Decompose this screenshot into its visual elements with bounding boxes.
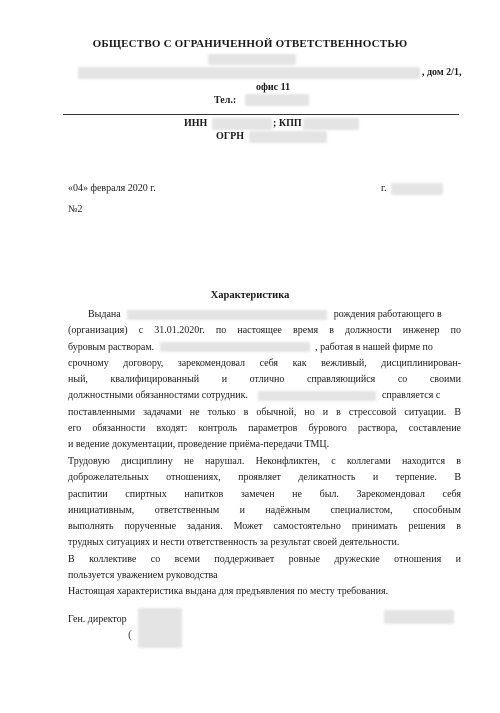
text-line: и ведение документации, проведение приёма-передачи ТМЦ. [68, 439, 330, 451]
paragraph-2 [68, 454, 461, 552]
text-line: его обязанности входят: контроль параметров бурового раствора, составление [68, 423, 461, 435]
text-fragment: должностными обязанностями сотрудник. [68, 390, 248, 402]
redacted-surname [160, 342, 310, 352]
text-line: доброжелательных отношениях, проявляет деликатность и терпение. В [68, 472, 461, 484]
redacted-city [391, 183, 443, 195]
text-line: В коллективе со всеми поддерживает ровные дружеские отношения и [68, 554, 461, 565]
redacted-surname [258, 391, 376, 401]
text-fragment: буровым растворам. [68, 341, 155, 353]
header-divider [63, 114, 459, 115]
text-line: Настоящая характеристика выдана для предъявления по месту требования. [68, 586, 389, 597]
redacted-signature [138, 608, 182, 648]
redacted-ogrn [249, 131, 327, 143]
signature-stroke-icon: ( [128, 627, 132, 641]
document-title: Характеристика [210, 290, 290, 301]
paragraph-4 [68, 584, 461, 600]
redacted-tel [245, 94, 309, 106]
text-line: срочному договору, зарекомендовал себя как вежливый, дисциплинирован- [68, 357, 461, 369]
kpp-label: ; КПП [273, 118, 302, 129]
document-number: №2 [68, 204, 83, 215]
tel-label: Тел.: [214, 95, 237, 106]
address-suffix: , дом 2/1, [422, 67, 462, 78]
text-line: распитии спиртных напитков замечен не был. Зарекомендовал себя [68, 488, 461, 500]
document-date: «04» февраля 2020 г. [68, 183, 156, 194]
text-line: Трудовую дисциплину не нарушал. Неконфликтен, с коллегами находится в [68, 456, 461, 467]
text-line: выполнять порученные задания. Может самостоятельно принимать решения в [68, 521, 461, 533]
redacted-employee-name [127, 310, 327, 320]
text-fragment: Выдана [88, 309, 121, 320]
text-line [68, 388, 461, 404]
text-line: трудных ситуациях и нести ответственность за результат своей деятельности. [68, 537, 400, 549]
paragraph-1 [68, 307, 461, 454]
redacted-org-name [208, 54, 296, 65]
city-prefix: г. [381, 183, 387, 194]
text-line [68, 307, 461, 323]
text-line: пользуется уважением руководства [68, 570, 218, 582]
paragraph-3 [68, 552, 461, 585]
redacted-inn [212, 118, 272, 130]
text-fragment: , работая в нашей фирме по [315, 341, 433, 353]
office-number: офис 11 [256, 82, 291, 93]
text-line [68, 340, 461, 356]
text-line: инициативным, ответственным и надёжным специалистом, способным [68, 504, 461, 516]
text-line: поставленными задачами не только в обычной, но и в стрессовой ситуации. В [68, 406, 461, 418]
text-fragment: справляется с [381, 390, 441, 402]
inn-label: ИНН [184, 118, 208, 129]
redacted-address [78, 67, 420, 79]
signature-label: Ген. директор [68, 614, 127, 625]
redacted-director-name [384, 610, 454, 624]
text-fragment: рождения работающего в [333, 309, 442, 320]
redacted-kpp [303, 118, 359, 130]
text-line: (организация) с 31.01.2020г. по настоящее время в должности инженер по [68, 325, 461, 337]
org-type-heading: ОБЩЕСТВО С ОГРАНИЧЕННОЙ ОТВЕТСТВЕННОСТЬЮ [92, 38, 408, 50]
ogrn-label: ОГРН [216, 131, 245, 142]
text-line: ный, квалифицированный и отлично справляющийся со своими [68, 374, 461, 386]
